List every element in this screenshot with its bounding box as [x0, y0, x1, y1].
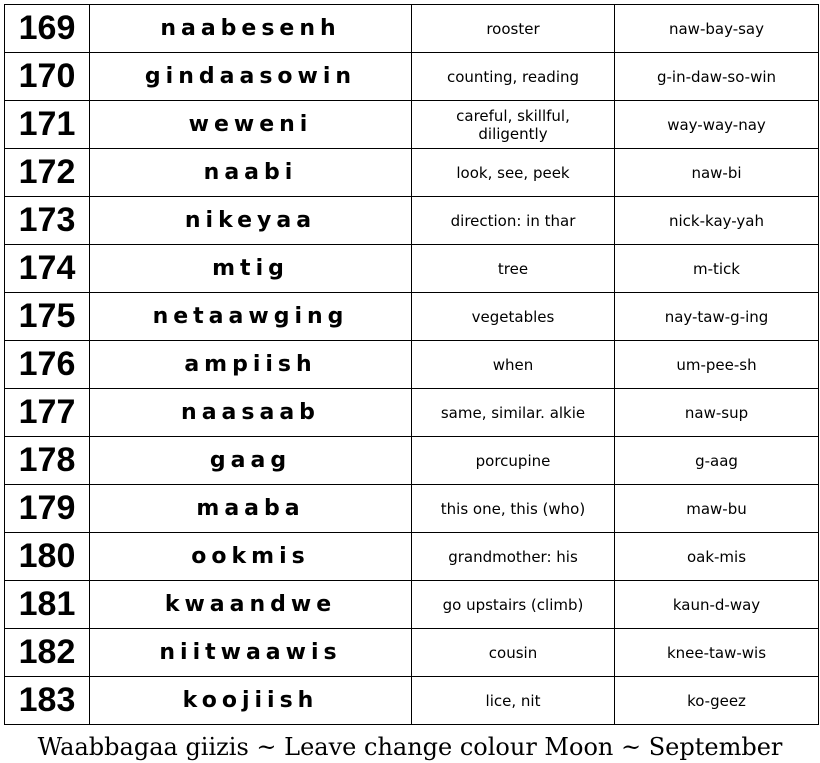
pronunciation: oak-mis: [615, 533, 819, 581]
ojibwe-word: koojiish: [90, 677, 412, 725]
ojibwe-word: weweni: [90, 101, 412, 149]
english-meaning-text: go upstairs (climb): [442, 595, 584, 614]
english-meaning-text: tree: [497, 259, 529, 278]
entry-number: 181: [5, 581, 90, 629]
english-meaning: [412, 677, 615, 725]
table-row: [5, 293, 819, 341]
english-meaning: [412, 197, 615, 245]
ojibwe-word: naabi: [90, 149, 412, 197]
entry-number: 173: [5, 197, 90, 245]
entry-number: 176: [5, 341, 90, 389]
pronunciation: maw-bu: [615, 485, 819, 533]
entry-number: 175: [5, 293, 90, 341]
table-row: [5, 101, 819, 149]
ojibwe-word: kwaandwe: [90, 581, 412, 629]
pronunciation: naw-bay-say: [615, 5, 819, 53]
pronunciation: kaun-d-way: [615, 581, 819, 629]
english-meaning-text: counting, reading: [446, 67, 580, 86]
english-meaning: [412, 389, 615, 437]
entry-number: 179: [5, 485, 90, 533]
ojibwe-word: nikeyaa: [90, 197, 412, 245]
english-meaning: [412, 53, 615, 101]
english-meaning-text: vegetables: [471, 307, 555, 326]
table-row: [5, 245, 819, 293]
entry-number: 180: [5, 533, 90, 581]
pronunciation: m-tick: [615, 245, 819, 293]
table-row: [5, 341, 819, 389]
english-meaning-text: look, see, peek: [456, 163, 570, 182]
english-meaning: [412, 245, 615, 293]
ojibwe-word: mtig: [90, 245, 412, 293]
english-meaning: [412, 293, 615, 341]
english-meaning: [412, 581, 615, 629]
page-caption: Waabbagaa giizis ~ Leave change colour Moon ~ September: [37, 733, 783, 761]
english-meaning-text: same, similar. alkie: [440, 403, 586, 422]
ojibwe-word: ookmis: [90, 533, 412, 581]
table-row: [5, 485, 819, 533]
ojibwe-word: netaawging: [90, 293, 412, 341]
pronunciation: um-pee-sh: [615, 341, 819, 389]
pronunciation: nick-kay-yah: [615, 197, 819, 245]
english-meaning: [412, 437, 615, 485]
ojibwe-word: niitwaawis: [90, 629, 412, 677]
english-meaning: [412, 485, 615, 533]
pronunciation: way-way-nay: [615, 101, 819, 149]
english-meaning: [412, 149, 615, 197]
entry-number: 178: [5, 437, 90, 485]
entry-number: 174: [5, 245, 90, 293]
table-row: [5, 629, 819, 677]
vocabulary-table: [4, 4, 819, 725]
pronunciation: naw-bi: [615, 149, 819, 197]
entry-number: 182: [5, 629, 90, 677]
vocabulary-table-body: [5, 5, 819, 725]
table-row: [5, 389, 819, 437]
table-row: [5, 437, 819, 485]
ojibwe-word: naabesenh: [90, 5, 412, 53]
pronunciation: naw-sup: [615, 389, 819, 437]
entry-number: 172: [5, 149, 90, 197]
table-row: [5, 677, 819, 725]
pronunciation: nay-taw-g-ing: [615, 293, 819, 341]
table-row: [5, 197, 819, 245]
pronunciation: g-in-daw-so-win: [615, 53, 819, 101]
table-row: [5, 581, 819, 629]
entry-number: 171: [5, 101, 90, 149]
english-meaning-text: careful, skillful, diligently: [456, 106, 570, 143]
table-row: [5, 5, 819, 53]
ojibwe-word: gaag: [90, 437, 412, 485]
table-row: [5, 533, 819, 581]
entry-number: 183: [5, 677, 90, 725]
english-meaning-text: rooster: [486, 19, 540, 38]
ojibwe-word: naasaab: [90, 389, 412, 437]
ojibwe-word: gindaasowin: [90, 53, 412, 101]
english-meaning-text: this one, this (who): [440, 499, 586, 518]
pronunciation: g-aag: [615, 437, 819, 485]
english-meaning-text: grandmother: his: [448, 547, 578, 566]
table-row: [5, 53, 819, 101]
english-meaning-text: lice, nit: [485, 691, 541, 710]
english-meaning: [412, 341, 615, 389]
entry-number: 177: [5, 389, 90, 437]
english-meaning-text: porcupine: [475, 451, 551, 470]
english-meaning-text: when: [492, 355, 534, 374]
english-meaning-text: cousin: [488, 643, 538, 662]
entry-number: 170: [5, 53, 90, 101]
ojibwe-word: ampiish: [90, 341, 412, 389]
english-meaning: [412, 101, 615, 149]
english-meaning: [412, 533, 615, 581]
english-meaning-text: direction: in thar: [450, 211, 576, 230]
ojibwe-word: maaba: [90, 485, 412, 533]
pronunciation: ko-geez: [615, 677, 819, 725]
entry-number: 169: [5, 5, 90, 53]
english-meaning: [412, 629, 615, 677]
pronunciation: knee-taw-wis: [615, 629, 819, 677]
english-meaning: [412, 5, 615, 53]
table-row: [5, 149, 819, 197]
